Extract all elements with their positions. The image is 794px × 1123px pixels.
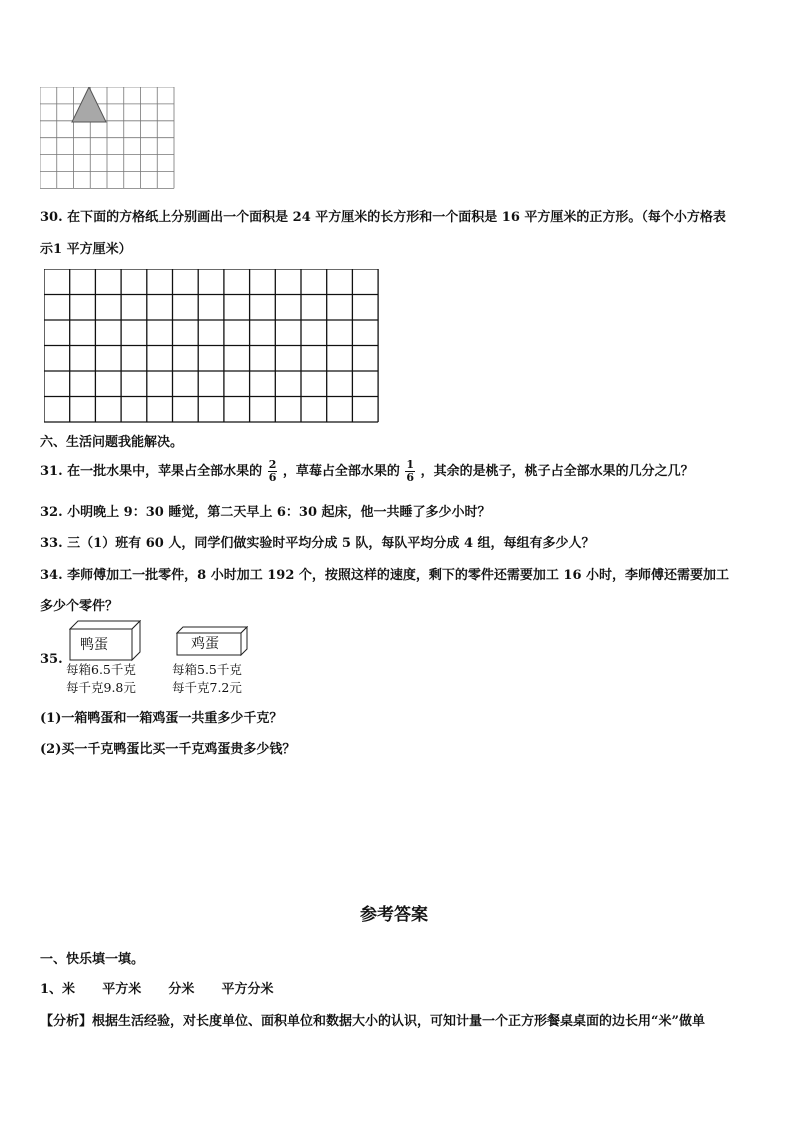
- drawing-grid-paper[interactable]: [44, 269, 380, 425]
- answers-title: 参考答案: [360, 905, 428, 925]
- chicken-egg-box-label: 鸡蛋: [191, 636, 219, 652]
- fraction-strawberry: [405, 459, 415, 484]
- fraction-strawberry-numerator: 1: [406, 458, 415, 471]
- question-34-line2: 多少个零件？: [40, 599, 119, 614]
- question-30-line1: 30. 在下面的方格纸上分别画出一个面积是 24 平方厘米的长方形和一个面积是 16 平方厘米的正方形。（每个小方格表: [40, 210, 726, 225]
- question-35-sub1: (1)一箱鸭蛋和一箱鸡蛋一共重多少千克？: [40, 711, 283, 726]
- triangle-shape: [72, 87, 106, 122]
- question-31-part3: ，其余的是桃子，桃子占全部水果的几分之几？: [420, 464, 694, 479]
- duck-egg-price: 每千克9.8元: [66, 680, 136, 695]
- question-31-part2: ，草莓占全部水果的: [282, 464, 400, 479]
- duck-egg-weight: 每箱6.5千克: [66, 662, 136, 677]
- question-35-number: 35.: [40, 652, 63, 667]
- fraction-apple: [268, 459, 278, 484]
- fraction-strawberry-denominator: 6: [406, 471, 415, 484]
- duck-egg-box-label: 鸭蛋: [80, 637, 108, 653]
- question-33: 33. 三（1）班有 60 人，同学们做实验时平均分成 5 队，每队平均分成 4 组，每组有多少人？: [40, 536, 595, 551]
- fraction-apple-denominator: 6: [268, 471, 277, 484]
- question-31: [40, 459, 694, 484]
- answer-1-analysis: 【分析】根据生活经验，对长度单位、面积单位和数据大小的认识，可知计量一个正方形餐桌桌面的边长用“米”做单: [40, 1014, 705, 1029]
- question-31-part1: 31. 在一批水果中，苹果占全部水果的: [40, 464, 263, 479]
- fraction-apple-numerator: 2: [268, 458, 277, 471]
- triangle-grid-figure: [40, 87, 176, 191]
- question-32: 32. 小明晚上 9：30 睡觉，第二天早上 6：30 起床，他一共睡了多少小时？: [40, 505, 491, 520]
- answers-section-1: 一、快乐填一填。: [40, 952, 145, 967]
- chicken-egg-price: 每千克7.2元: [172, 680, 242, 695]
- answer-1: 1、米 平方米 分米 平方分米: [40, 982, 274, 997]
- question-34-line1: 34. 李师傅加工一批零件，8 小时加工 192 个，按照这样的速度，剩下的零件还需要加工 16 小时，李师傅还需要加工: [40, 568, 730, 583]
- question-30-line2: 示1 平方厘米）: [40, 242, 132, 257]
- section-6-title: 六、生活问题我能解决。: [40, 435, 184, 450]
- question-35-sub2: (2)买一千克鸭蛋比买一千克鸡蛋贵多少钱？: [40, 742, 296, 757]
- chicken-egg-weight: 每箱5.5千克: [172, 662, 242, 677]
